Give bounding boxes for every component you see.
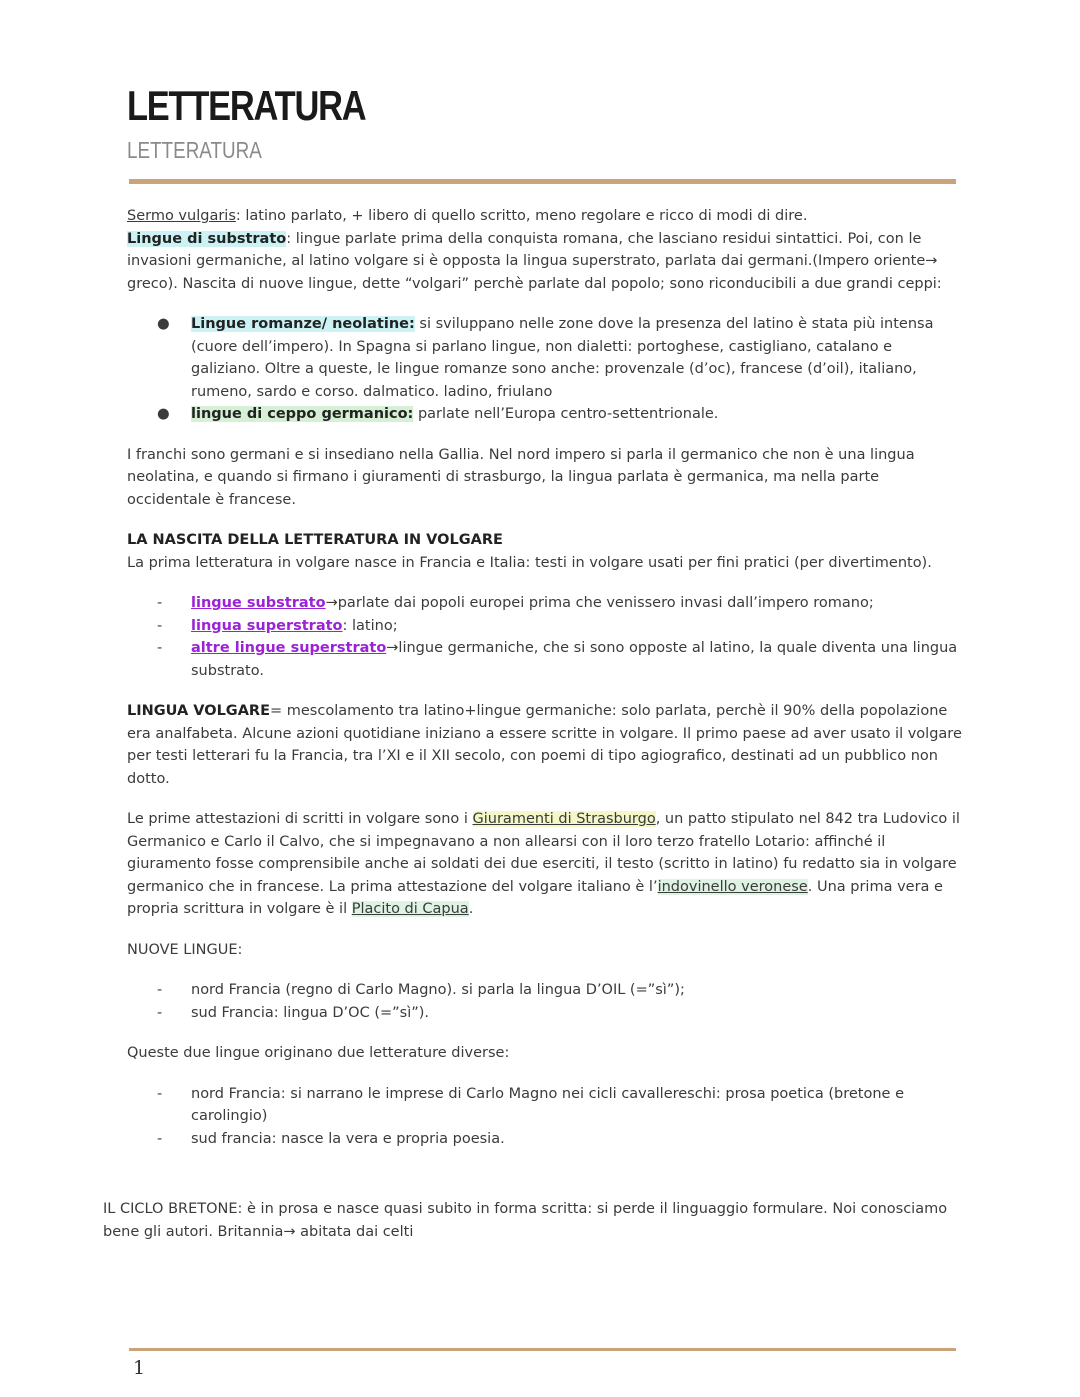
- list-item: [127, 313, 962, 403]
- list-item-text: parlate nell’Europa centro-settentrionale.: [413, 406, 719, 422]
- section-heading: LA NASCITA DELLA LETTERATURA IN VOLGARE: [127, 532, 503, 548]
- term-lingue-di-substrato: Lingue di substrato: [127, 230, 287, 247]
- paragraph-text: = mescolamento tra latino+lingue germaniche: solo parlata, perchè il 90% della popolazione era analfabeta. Alcune azioni quotidiane iniziano a essere scritte in volgare. Il primo paese ad aver usato il volgare per testi letterari fu la Francia, tra l’XI e il XII secolo, con poemi di tipo agiografico, destinati ad un pubblico non dotto.: [127, 703, 962, 787]
- paragraph-attestazioni: Le prime attestazioni di scritti in volgare sono i Giuramenti di Strasburgo, un patto stipulato nel 842 tra Ludovico il Germanico e Carlo il Calvo, che si impegnavano a non allearsi con il loro terzo fratello Lotario: affinché il giuramento fosse comprensibile anche ai soldati dei due eserciti, il testo (scritto in latino) fu redatto sia in volgare germanico che in francese. La prima attestazione del volgare italiano è l’indovinello veronese. Una prima vera e propria scrittura in volgare è il Placito di Capua.: [127, 811, 960, 917]
- dash-icon: -: [157, 640, 163, 656]
- link-altre-lingue-superstrato[interactable]: altre lingue superstrato: [191, 640, 387, 656]
- paragraph-sermo-vulgaris: [127, 205, 962, 228]
- dash-icon: -: [157, 595, 163, 611]
- bullet-icon: ●: [157, 406, 170, 422]
- list-item: [127, 615, 962, 638]
- list-item-text: →lingue germaniche, che si sono opposte al latino, la quale diventa una lingua substrato.: [191, 640, 958, 679]
- page-subtitle: LETTERATURA: [127, 137, 262, 163]
- list-item-text: nord Francia (regno di Carlo Magno). si parla la lingua D’OIL (=”sì”);: [191, 982, 685, 998]
- list-item: [127, 637, 962, 682]
- paragraph-lingua-volgare: [127, 700, 962, 790]
- page-title: LETTERATURA: [127, 82, 366, 129]
- header-divider: [129, 179, 956, 184]
- link-lingue-substrato[interactable]: lingue substrato: [191, 595, 326, 611]
- dash-icon: -: [157, 1130, 163, 1147]
- section-intro: La prima letteratura in volgare nasce in Francia e Italia: testi in volgare usati per fini pratici (per divertimento).: [127, 554, 932, 571]
- document-body: [127, 205, 962, 1150]
- dash-icon: -: [157, 982, 163, 998]
- list-item: [127, 1083, 962, 1128]
- list-item: [127, 1128, 962, 1151]
- link-placito-di-capua[interactable]: Placito di Capua: [351, 901, 469, 917]
- strati-list: [127, 592, 962, 682]
- paragraph-text: : lingue parlate prima della conquista romana, che lasciano residui sintattici. Poi, con le invasioni germaniche, al latino volgare si è opposta la lingua superstrato, parlata dai germani.(Impero oriente→ greco). Nascita di nuove lingue, dette “volgari” perchè parlate dal popolo; sono riconducibili a due grandi ceppi:: [127, 230, 942, 292]
- footer-divider: [129, 1348, 956, 1351]
- ceppi-list: [127, 313, 962, 426]
- term-sermo-vulgaris: Sermo vulgaris: [127, 208, 236, 224]
- paragraph-text: : latino parlato, + libero di quello scritto, meno regolare e ricco di modi di dire.: [235, 208, 808, 224]
- paragraph-nuove-lingue: NUOVE LINGUE:: [127, 941, 243, 958]
- list-item-text: sud Francia: lingua D’OC (=”sì”).: [191, 1004, 429, 1021]
- list-item: [127, 979, 962, 1002]
- nuove-lingue-list: [127, 979, 962, 1024]
- list-item: [127, 403, 962, 426]
- list-item-text: sud francia: nasce la vera e propria poesia.: [191, 1130, 505, 1147]
- dash-icon: -: [157, 1004, 163, 1021]
- letterature-list: [127, 1083, 962, 1151]
- term-lingue-romanze: Lingue romanze/ neolatine:: [191, 316, 415, 332]
- list-item: [127, 592, 962, 615]
- page-number: 1: [133, 1357, 146, 1379]
- link-indovinello-veronese[interactable]: indovinello veronese: [657, 878, 808, 895]
- dash-icon: -: [157, 617, 163, 634]
- link-giuramenti-di-strasburgo[interactable]: Giuramenti di Strasburgo: [472, 811, 656, 827]
- paragraph-lingue-substrato: [127, 228, 962, 296]
- paragraph-letterature: Queste due lingue originano due letterature diverse:: [127, 1045, 510, 1061]
- paragraph-ciclo-bretone: IL CICLO BRETONE: è in prosa e nasce quasi subito in forma scritta: si perde il linguaggio formulare. Noi conosciamo bene gli autori. Britannia→ abitata dai celti: [103, 1201, 948, 1240]
- list-item-text: →parlate dai popoli europei prima che venissero invasi dall’impero romano;: [325, 595, 874, 611]
- list-item-text: : latino;: [342, 617, 398, 634]
- paragraph-franchi: I franchi sono germani e si insediano nella Gallia. Nel nord impero si parla il germanico che non è una lingua neolatina, e quando si firmano i giuramenti di strasburgo, la lingua parlata è germanica, ma nella parte occidentale è francese.: [127, 446, 915, 508]
- link-lingua-superstrato[interactable]: lingua superstrato: [191, 617, 343, 634]
- list-item-text: si sviluppano nelle zone dove la presenza del latino è stata più intensa (cuore dell’impero). In Spagna si parlano lingue, non dialetti: portoghese, castigliano, catalano e galiziano. Oltre a queste, le lingue romanze sono anche: provenzale (d’oc), francese (d’oil), italiano, rumeno, sardo e corso. dalmatico. ladino, friulano: [191, 316, 934, 400]
- bullet-icon: ●: [157, 316, 170, 332]
- dash-icon: -: [157, 1085, 163, 1102]
- term-lingue-germaniche: lingue di ceppo germanico:: [191, 406, 414, 422]
- term-lingua-volgare: LINGUA VOLGARE: [127, 703, 270, 719]
- list-item-text: nord Francia: si narrano le imprese di Carlo Magno nei cicli cavallereschi: prosa poetica (bretone e carolingio): [191, 1085, 904, 1124]
- list-item: [127, 1002, 962, 1025]
